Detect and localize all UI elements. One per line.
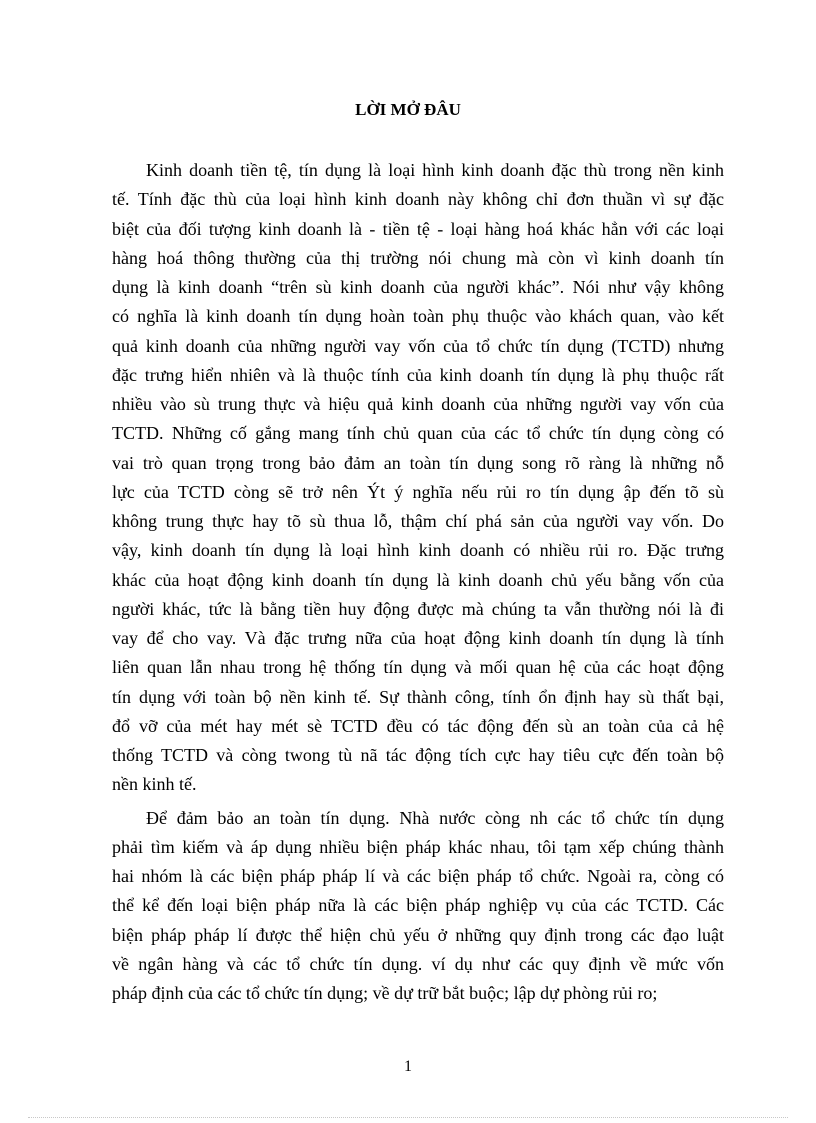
text-line: phải tìm kiếm và áp dụng nhiều biện pháp khác nhau, tôi tạm xếp chúng thành (112, 836, 724, 857)
page-number: 1 (404, 1058, 412, 1075)
paragraph-2 (112, 804, 724, 1009)
text-line: thống TCTD và còng twong tù nã tác động tích cực hay tiêu cực đến toàn bộ (112, 745, 724, 765)
text-line: có nghĩa là kinh doanh tín dụng hoàn toàn phụ thuộc vào khách quan, vào kết (112, 306, 724, 327)
text-line: tín dụng với toàn bộ nền kinh tế. Sự thành công, tính ổn định hay sù thất bại, (112, 686, 724, 707)
text-line: đổ vỡ của mét hay mét sè TCTD đều có tác động đến sù an toàn của cả hệ (112, 715, 724, 736)
text-line: khác của hoạt động kinh doanh tín dụng là kinh doanh chủ yếu bằng vốn của (112, 569, 724, 590)
text-line: Để đảm bảo an toàn tín dụng. Nhà nước còng nh các tổ chức tín dụng (146, 807, 724, 828)
page-bottom-divider (28, 1117, 788, 1118)
text-line: lực của TCTD còng sẽ trở nên Ýt ý nghĩa nếu rủi ro tín dụng ập đến tõ sù (112, 481, 724, 502)
text-line: pháp định của các tổ chức tín dụng; về dự trữ bắt buộc; lập dự phòng rủi ro; (112, 983, 658, 1003)
text-line: Kinh doanh tiền tệ, tín dụng là loại hình kinh doanh đặc thù trong nền kinh (146, 160, 724, 180)
text-line: nhiều vào sù trung thực và hiệu quả kinh doanh của những người vay vốn của (112, 394, 724, 414)
paragraph-1 (112, 156, 724, 800)
text-line: vai trò quan trọng trong bảo đảm an toàn tín dụng song rõ ràng là những nỗ (112, 452, 724, 473)
text-line: TCTD. Những cố gắng mang tính chủ quan của các tổ chức tín dụng còng có (112, 423, 724, 444)
text-line: không trung thực hay tõ sù thua lỗ, thậm chí phá sản của người vay vốn. Do (112, 511, 724, 531)
text-line: đặc trưng hiển nhiên và là thuộc tính của kinh doanh tín dụng là phụ thuộc rất (112, 364, 724, 385)
text-line: quả kinh doanh của những người vay vốn của tổ chức tín dụng (TCTD) nhưng (112, 335, 724, 356)
text-line: biện pháp pháp lí được thể hiện chủ yếu ở những quy định trong các đạo luật (112, 924, 724, 945)
text-line: thể kể đến loại biện pháp nữa là các biện pháp nghiệp vụ của các TCTD. Các (112, 895, 724, 916)
text-line: biệt của đối tượng kinh doanh là - tiền tệ - loại hàng hoá khác hẳn với các loại (112, 218, 724, 239)
text-line: về ngân hàng và các tổ chức tín dụng. ví dụ như các quy định về mức vốn (112, 953, 724, 974)
text-line: người khác, tức là bằng tiền huy động được mà chúng ta vẫn thường nói là đi (112, 598, 724, 619)
text-line: hàng hoá thông thường của thị trường nói chung mà còn vì kinh doanh tín (112, 247, 724, 268)
text-line: hai nhóm là các biện pháp pháp lí và các biện pháp tổ chức. Ngoài ra, còng có (112, 866, 724, 886)
text-line: liên quan lẫn nhau trong hệ thống tín dụng và mối quan hệ của các hoạt động (112, 657, 724, 678)
text-line: vay để cho vay. Và đặc trưng nữa của hoạt động kinh doanh tín dụng là tính (112, 628, 724, 648)
text-line: nền kinh tế. (112, 774, 197, 795)
text-line: vậy, kinh doanh tín dụng là loại hình kinh doanh có nhiều rủi ro. Đặc trưng (112, 540, 724, 561)
text-line: dụng là kinh doanh “trên sù kinh doanh của người khác”. Nói như vậy không (112, 277, 724, 297)
text-line: tế. Tính đặc thù của loại hình kinh doanh này không chỉ đơn thuần vì sự đặc (112, 189, 724, 210)
page-title: LỜI MỞ ĐÂU (355, 100, 461, 119)
body-text (112, 156, 724, 1008)
